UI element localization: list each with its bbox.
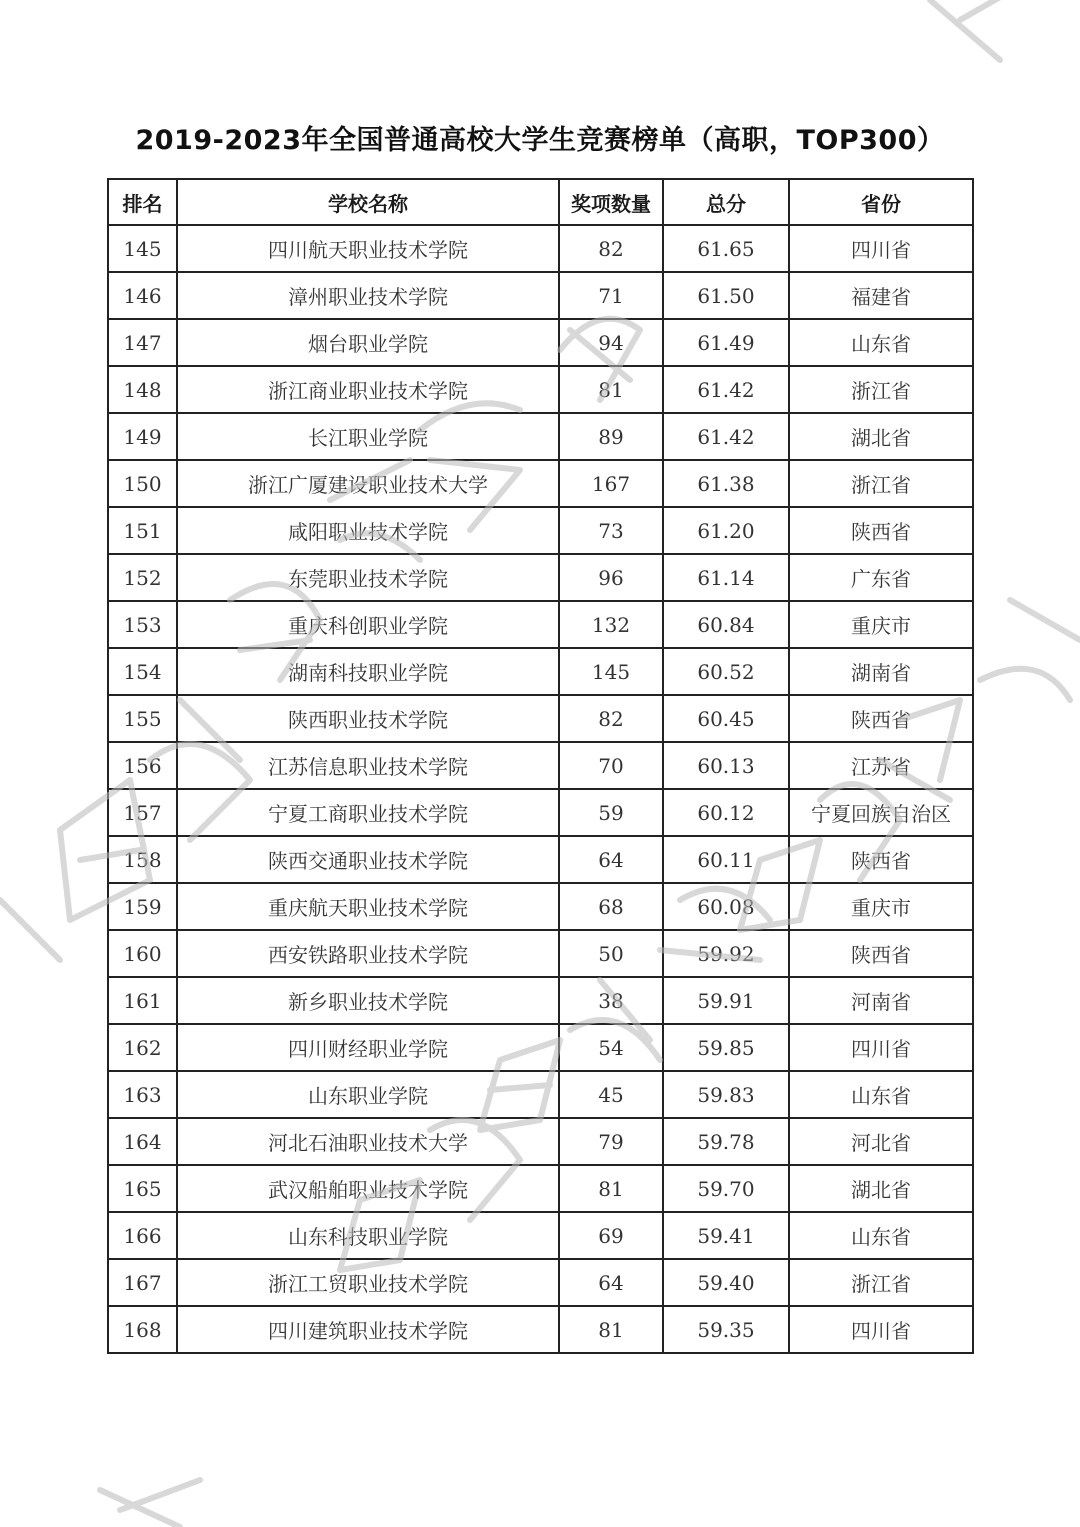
cell-rank: 147 xyxy=(108,319,177,366)
cell-total-score: 60.11 xyxy=(663,836,789,883)
cell-school-name: 四川财经职业学院 xyxy=(177,1024,559,1071)
cell-school-name: 浙江商业职业技术学院 xyxy=(177,366,559,413)
header-school-name: 学校名称 xyxy=(177,179,559,225)
cell-school-name: 重庆航天职业技术学院 xyxy=(177,883,559,930)
table-row xyxy=(108,742,973,789)
table-row xyxy=(108,695,973,742)
cell-province: 四川省 xyxy=(789,1024,973,1071)
table-row xyxy=(108,789,973,836)
cell-award-count: 89 xyxy=(559,413,663,460)
cell-province: 浙江省 xyxy=(789,460,973,507)
cell-award-count: 73 xyxy=(559,507,663,554)
cell-rank: 166 xyxy=(108,1212,177,1259)
cell-province: 四川省 xyxy=(789,1306,973,1353)
cell-total-score: 61.14 xyxy=(663,554,789,601)
cell-award-count: 64 xyxy=(559,836,663,883)
cell-province: 陕西省 xyxy=(789,695,973,742)
cell-total-score: 60.45 xyxy=(663,695,789,742)
cell-award-count: 167 xyxy=(559,460,663,507)
table-row xyxy=(108,225,973,272)
table-row xyxy=(108,836,973,883)
table-row xyxy=(108,977,973,1024)
table-row xyxy=(108,1212,973,1259)
table-row xyxy=(108,883,973,930)
cell-rank: 145 xyxy=(108,225,177,272)
cell-rank: 146 xyxy=(108,272,177,319)
cell-total-score: 61.42 xyxy=(663,366,789,413)
cell-award-count: 38 xyxy=(559,977,663,1024)
cell-award-count: 132 xyxy=(559,601,663,648)
cell-award-count: 50 xyxy=(559,930,663,977)
cell-award-count: 70 xyxy=(559,742,663,789)
cell-province: 山东省 xyxy=(789,1071,973,1118)
cell-school-name: 东莞职业技术学院 xyxy=(177,554,559,601)
cell-rank: 154 xyxy=(108,648,177,695)
cell-school-name: 湖南科技职业学院 xyxy=(177,648,559,695)
cell-total-score: 59.83 xyxy=(663,1071,789,1118)
cell-total-score: 59.91 xyxy=(663,977,789,1024)
cell-province: 湖北省 xyxy=(789,1165,973,1212)
cell-rank: 164 xyxy=(108,1118,177,1165)
table-row xyxy=(108,554,973,601)
cell-total-score: 60.12 xyxy=(663,789,789,836)
cell-province: 河北省 xyxy=(789,1118,973,1165)
cell-school-name: 山东职业学院 xyxy=(177,1071,559,1118)
cell-total-score: 60.13 xyxy=(663,742,789,789)
cell-total-score: 60.84 xyxy=(663,601,789,648)
cell-award-count: 71 xyxy=(559,272,663,319)
cell-award-count: 45 xyxy=(559,1071,663,1118)
cell-rank: 163 xyxy=(108,1071,177,1118)
cell-province: 湖南省 xyxy=(789,648,973,695)
cell-total-score: 59.92 xyxy=(663,930,789,977)
cell-school-name: 咸阳职业技术学院 xyxy=(177,507,559,554)
cell-award-count: 79 xyxy=(559,1118,663,1165)
cell-total-score: 61.20 xyxy=(663,507,789,554)
cell-total-score: 59.41 xyxy=(663,1212,789,1259)
page-title: 2019-2023年全国普通高校大学生竞赛榜单（高职，TOP300） xyxy=(135,125,945,156)
cell-rank: 162 xyxy=(108,1024,177,1071)
cell-award-count: 64 xyxy=(559,1259,663,1306)
ranking-table xyxy=(107,178,974,1354)
cell-total-score: 59.40 xyxy=(663,1259,789,1306)
cell-school-name: 四川建筑职业技术学院 xyxy=(177,1306,559,1353)
cell-school-name: 新乡职业技术学院 xyxy=(177,977,559,1024)
cell-school-name: 武汉船舶职业技术学院 xyxy=(177,1165,559,1212)
table-row xyxy=(108,319,973,366)
cell-province: 广东省 xyxy=(789,554,973,601)
cell-rank: 158 xyxy=(108,836,177,883)
cell-total-score: 61.50 xyxy=(663,272,789,319)
table-row xyxy=(108,930,973,977)
cell-rank: 153 xyxy=(108,601,177,648)
cell-school-name: 烟台职业学院 xyxy=(177,319,559,366)
cell-rank: 161 xyxy=(108,977,177,1024)
cell-school-name: 四川航天职业技术学院 xyxy=(177,225,559,272)
table-row xyxy=(108,413,973,460)
cell-province: 重庆市 xyxy=(789,601,973,648)
cell-total-score: 59.35 xyxy=(663,1306,789,1353)
cell-award-count: 69 xyxy=(559,1212,663,1259)
cell-total-score: 59.85 xyxy=(663,1024,789,1071)
cell-award-count: 68 xyxy=(559,883,663,930)
cell-rank: 157 xyxy=(108,789,177,836)
table-row xyxy=(108,1024,973,1071)
cell-province: 四川省 xyxy=(789,225,973,272)
cell-rank: 160 xyxy=(108,930,177,977)
cell-school-name: 重庆科创职业学院 xyxy=(177,601,559,648)
cell-total-score: 61.49 xyxy=(663,319,789,366)
cell-school-name: 浙江工贸职业技术学院 xyxy=(177,1259,559,1306)
table-row xyxy=(108,1071,973,1118)
cell-province: 湖北省 xyxy=(789,413,973,460)
cell-total-score: 60.52 xyxy=(663,648,789,695)
cell-rank: 148 xyxy=(108,366,177,413)
cell-total-score: 60.08 xyxy=(663,883,789,930)
cell-award-count: 59 xyxy=(559,789,663,836)
header-award-count: 奖项数量 xyxy=(559,179,663,225)
cell-award-count: 54 xyxy=(559,1024,663,1071)
cell-rank: 167 xyxy=(108,1259,177,1306)
cell-province: 陕西省 xyxy=(789,507,973,554)
cell-school-name: 宁夏工商职业技术学院 xyxy=(177,789,559,836)
cell-rank: 152 xyxy=(108,554,177,601)
cell-rank: 155 xyxy=(108,695,177,742)
cell-province: 陕西省 xyxy=(789,836,973,883)
cell-school-name: 江苏信息职业技术学院 xyxy=(177,742,559,789)
cell-award-count: 82 xyxy=(559,695,663,742)
cell-rank: 151 xyxy=(108,507,177,554)
cell-province: 河南省 xyxy=(789,977,973,1024)
table-row xyxy=(108,601,973,648)
cell-award-count: 94 xyxy=(559,319,663,366)
cell-total-score: 61.42 xyxy=(663,413,789,460)
cell-total-score: 59.70 xyxy=(663,1165,789,1212)
cell-school-name: 浙江广厦建设职业技术大学 xyxy=(177,460,559,507)
header-rank: 排名 xyxy=(108,179,177,225)
table-row xyxy=(108,507,973,554)
table-row xyxy=(108,272,973,319)
table-row xyxy=(108,1306,973,1353)
table-row xyxy=(108,1118,973,1165)
cell-total-score: 61.38 xyxy=(663,460,789,507)
cell-award-count: 81 xyxy=(559,366,663,413)
cell-school-name: 陕西交通职业技术学院 xyxy=(177,836,559,883)
cell-rank: 150 xyxy=(108,460,177,507)
cell-total-score: 61.65 xyxy=(663,225,789,272)
header-total-score: 总分 xyxy=(663,179,789,225)
cell-award-count: 145 xyxy=(559,648,663,695)
cell-province: 浙江省 xyxy=(789,1259,973,1306)
cell-province: 福建省 xyxy=(789,272,973,319)
cell-rank: 159 xyxy=(108,883,177,930)
cell-school-name: 长江职业学院 xyxy=(177,413,559,460)
cell-award-count: 82 xyxy=(559,225,663,272)
table-header-row xyxy=(108,179,973,225)
cell-school-name: 陕西职业技术学院 xyxy=(177,695,559,742)
cell-total-score: 59.78 xyxy=(663,1118,789,1165)
cell-province: 山东省 xyxy=(789,1212,973,1259)
cell-province: 宁夏回族自治区 xyxy=(789,789,973,836)
cell-province: 江苏省 xyxy=(789,742,973,789)
cell-province: 浙江省 xyxy=(789,366,973,413)
cell-award-count: 96 xyxy=(559,554,663,601)
table-row xyxy=(108,648,973,695)
cell-school-name: 西安铁路职业技术学院 xyxy=(177,930,559,977)
cell-rank: 149 xyxy=(108,413,177,460)
cell-province: 山东省 xyxy=(789,319,973,366)
table-row xyxy=(108,460,973,507)
table-row xyxy=(108,366,973,413)
cell-school-name: 漳州职业技术学院 xyxy=(177,272,559,319)
cell-province: 陕西省 xyxy=(789,930,973,977)
table-row xyxy=(108,1259,973,1306)
cell-award-count: 81 xyxy=(559,1165,663,1212)
cell-rank: 156 xyxy=(108,742,177,789)
cell-province: 重庆市 xyxy=(789,883,973,930)
cell-rank: 165 xyxy=(108,1165,177,1212)
cell-rank: 168 xyxy=(108,1306,177,1353)
cell-school-name: 山东科技职业学院 xyxy=(177,1212,559,1259)
table-row xyxy=(108,1165,973,1212)
cell-award-count: 81 xyxy=(559,1306,663,1353)
cell-school-name: 河北石油职业技术大学 xyxy=(177,1118,559,1165)
header-province: 省份 xyxy=(789,179,973,225)
